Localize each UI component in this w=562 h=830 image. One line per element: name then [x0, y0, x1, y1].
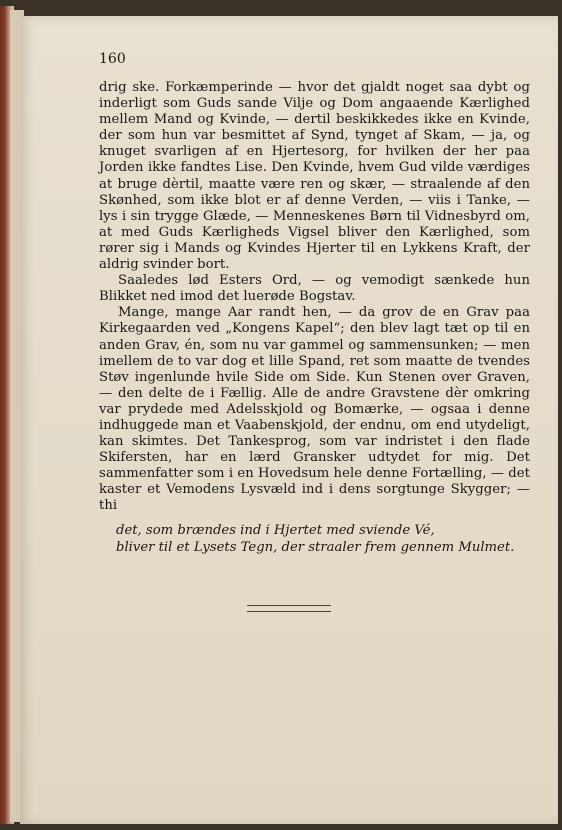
end-ornament-rule: [247, 605, 331, 612]
verse-line: bliver til et Lysets Tegn, der straaler frem gennem Mulmet.: [116, 540, 515, 555]
verse-line: det, som brændes ind i Hjertet med sviende Vé,: [116, 523, 435, 538]
body-text: [99, 80, 530, 515]
verse-inscription: [116, 522, 536, 556]
paragraph: Mange, mange Aar randt hen, — da grov de en Grav paa Kirkegaarden ved „Kongens Kapel“; den blev lagt tæt op til en anden Grav, én, som nu var gammel og sammensunken; — men imellem de to var dog et lille Spand, ret som maatte de tvendes Støv ingenlunde hvile Side om Side. Kun Stenen over Graven, — den delte de i Fællig. Alle de andre Gravstene dèr omkring var prydede med Adelsskjold og Bomærke, — ogsaa i denne indhuggede man et Vaabenskjold, der endnu, om end utydeligt, kan skimtes. Det Tankesprog, som var indristet i den flade Skifersten, har en lærd Gransker udtydet for mig. Det sammenfatter som i en Hovedsum hele denne Fortælling, — det kaster et Vemodens Lysvæld ind i dens sorgtunge Skygger; — thi: [99, 305, 530, 514]
book-page: [20, 16, 558, 824]
page-number: 160: [99, 51, 126, 67]
paragraph: drig ske. Forkæmperinde — hvor det gjaldt noget saa dybt og inderligt som Guds sande Vilje og Dom angaaende Kærlighed mellem Mand og Kvinde, — dertil beskikkedes ikke en Kvinde, der som hun var besmittet af Synd, tynget af Skam, — ja, og knuget svarligen af en Hjertesorg, for hvilken der her paa Jorden ikke fandtes Lise. Den Kvinde, hvem Gud vilde værdiges at bruge dèrtil, maatte være ren og skær, — straalende af den Skønhed, som ikke blot er af denne Verden, — viis i Tanke, — lys i sin trygge Glæde, — Menneskenes Børn til Vidnesbyrd om, at med Guds Kærligheds Vigsel bliver den Kærlighed, som rører sig i Mands og Kvindes Hjerter til en Lykkens Kraft, der aldrig svinder bort.: [99, 80, 530, 273]
paragraph: Saaledes lød Esters Ord, — og vemodigt sænkede hun Blikket ned imod det luerøde Bogstav.: [99, 273, 530, 305]
